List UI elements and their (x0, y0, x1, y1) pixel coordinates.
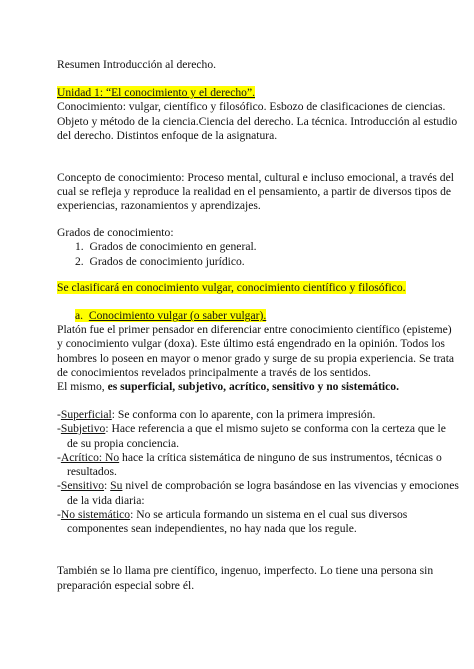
trait-line: -Subjetivo: Hace referencia a que el mismo sujeto se conforma con la certeza que le (57, 422, 446, 435)
trait-term: Subjetivo (60, 422, 106, 435)
concept-line: experiencias, razonamientos y aprendizajes. (57, 199, 261, 212)
concept-line: Concepto de conocimiento: Proceso mental, cultural e incluso emocional, a través del (57, 171, 454, 184)
list-item-text: Grados de conocimiento en general. (89, 240, 257, 253)
list-item-text: Grados de conocimiento jurídico. (89, 255, 245, 268)
trait-line: -Superficial: Se conforma con lo aparente, con la primera impresión. (57, 408, 376, 421)
classification-line (57, 281, 406, 295)
trait-line: componentes sean independientes, no hay nada que los regule. (67, 522, 357, 535)
trait-term: Su (110, 479, 123, 492)
trait-line: de la vida diaria: (67, 494, 145, 507)
grades-list-item (75, 240, 257, 254)
trait-text: hace la crítica sistemática de ninguno de sus instrumentos, técnicas o (119, 451, 442, 464)
trait-line: -Sensitivo: Su nivel de comprobación se logra basándose en las vivencias y emociones (57, 479, 459, 492)
unit-line: Conocimiento: vulgar, científico y filosófico. Esbozo de clasificaciones de ciencias. (57, 100, 446, 113)
grades-heading: Grados de conocimiento: (57, 226, 174, 239)
vulgar-line: hombres lo poseen en mayor o menor grado y surge de su propia experiencia. Se trata (57, 352, 455, 365)
vulgar-line: de conocimientos revelados principalmente a través de los sentidos. (57, 366, 371, 379)
vulgar-line: Platón fue el primer pensador en diferenciar entre conocimiento científico (episteme) (57, 323, 452, 336)
vulgar-summary (57, 380, 399, 394)
trait-text: : No se articula formando un sistema en el cual sus diversos (130, 508, 408, 521)
document-title: Resumen Introducción al derecho. (57, 58, 217, 71)
trait-text: : (104, 479, 111, 492)
list-marker: a. (75, 309, 84, 322)
list-marker: 2. (75, 255, 84, 268)
classification-text: Se clasificará en conocimiento vulgar, conocimiento científico y filosófico. (57, 281, 406, 294)
summary-prefix: El mismo, (57, 380, 108, 393)
trait-line: -Acrítico: No hace la crítica sistemática de ninguno de sus instrumentos, técnicas o (57, 451, 442, 464)
grades-list-item (75, 255, 245, 269)
vulgar-heading-text: Conocimiento vulgar (o saber vulgar). (88, 309, 267, 322)
vulgar-heading-highlight (75, 309, 266, 322)
trait-text: nivel de comprobación se logra basándose en las vivencias y emociones (122, 479, 459, 492)
vulgar-line: y conocimiento vulgar (doxa). Este último está engendrado en la opinión. Todos los (57, 337, 445, 350)
trait-term: Acrítico: No (60, 451, 120, 464)
concept-line: cual se refleja y reproduce la realidad en el pensamiento, a partir de diversos tipos de (57, 185, 452, 198)
trait-term: Sensitivo (60, 479, 105, 492)
unit-line: del derecho. Distintos enfoque de la asignatura. (57, 129, 278, 142)
trait-text: : Se conforma con lo aparente, con la primera impresión. (111, 408, 376, 421)
trait-text: : Hace referencia a que el mismo sujeto se conforma con la certeza que le (105, 422, 446, 435)
trait-term: Superficial (60, 408, 112, 421)
vulgar-heading (75, 309, 266, 323)
trait-line: de su propia conciencia. (67, 437, 180, 450)
closing-line: También se lo llama pre científico, ingenuo, imperfecto. Lo tiene una persona sin (57, 564, 434, 577)
summary-bold: es superficial, subjetivo, acrítico, sensitivo y no sistemático. (107, 380, 399, 393)
trait-term: No sistemático (60, 508, 131, 521)
list-marker: 1. (75, 240, 84, 253)
unit-heading (57, 86, 255, 100)
unit-line: Objeto y método de la ciencia.Ciencia del derecho. La técnica. Introducción al estudio (57, 115, 458, 128)
closing-line: preparación especial sobre él. (57, 579, 195, 592)
trait-line: resultados. (67, 465, 117, 478)
unit-heading-text: Unidad 1: “El conocimiento y el derecho”. (57, 86, 255, 99)
trait-line: -No sistemático: No se articula formando un sistema en el cual sus diversos (57, 508, 408, 521)
